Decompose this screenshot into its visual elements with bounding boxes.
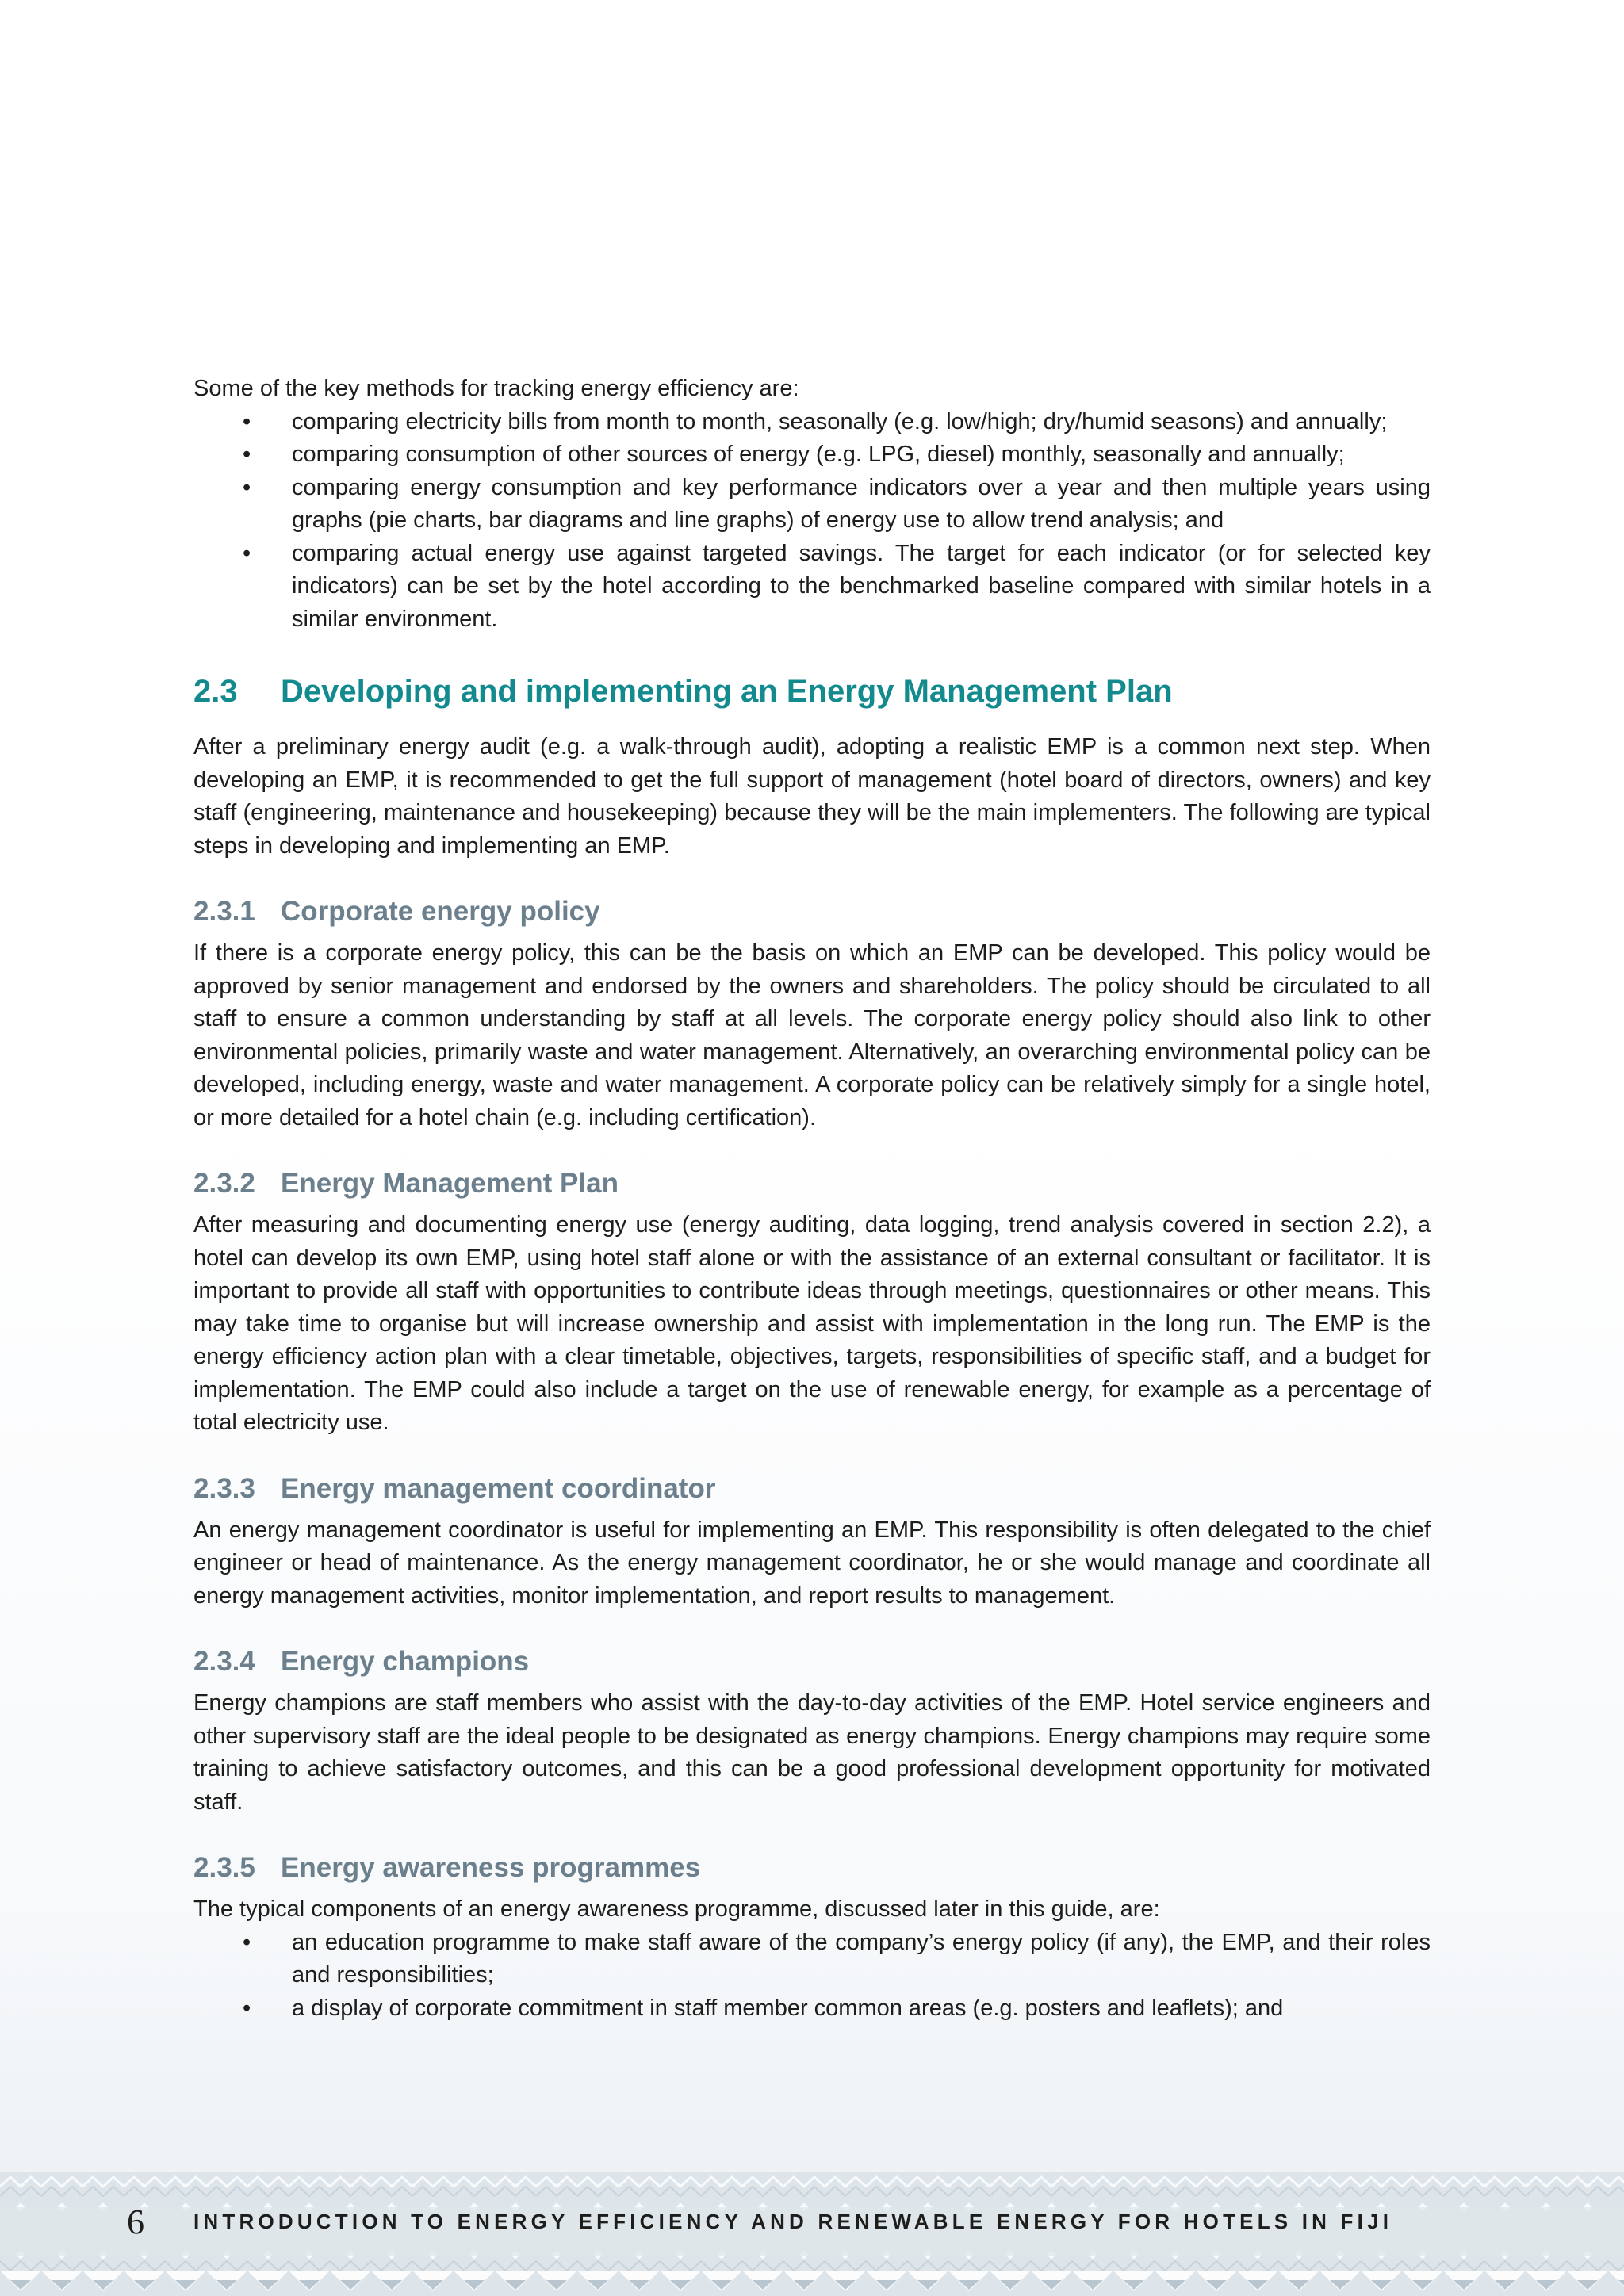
awareness-bullet-list <box>193 1927 1431 2026</box>
subsection-number: 2.3.5 <box>193 1852 255 1883</box>
subsection-body: After measuring and documenting energy use (energy auditing, data logging, trend analysis covered in section 2.2), a hotel can develop its own EMP, using hotel staff alone or with the assistance of an external consultant or facilitator. It is important to provide all staff with opportunities to contribute ideas through meetings, questionnaires or other means. This may take time to organise but will increase ownership and assist with implementation in the long run. The EMP is the energy efficiency action plan with a clear timetable, objectives, targets, responsibilities of specific staff, and a budget for implementation. The EMP could also include a target on the use of renewable energy, for example as a percentage of total electricity use. <box>193 1212 1431 1435</box>
subsection-number: 2.3.4 <box>193 1646 255 1677</box>
subsection-heading-energy-champions <box>193 1643 1431 1681</box>
bullet-icon: • <box>243 474 251 500</box>
bullet-icon: • <box>243 1929 251 1955</box>
section-number: 2.3 <box>193 674 238 709</box>
page-content <box>193 373 1431 2025</box>
subsection-title: Energy management coordinator <box>281 1472 716 1504</box>
subsection-title: Corporate energy policy <box>281 896 600 927</box>
subsection-heading-corporate-energy-policy <box>193 893 1431 931</box>
section-heading <box>193 669 1431 714</box>
subsection-title: Energy champions <box>281 1646 530 1677</box>
subsection-body: If there is a corporate energy policy, this can be the basis on which an EMP can be developed. This policy would be approved by senior management and endorsed by the owners and shareholders. The policy should be circulated to all staff to ensure a common understanding by staff at all levels. The corporate energy policy should also link to other environmental policies, primarily waste and water management. Alternatively, an overarching environmental policy can be developed, including energy, waste and water management. A corporate policy can be relatively simply for a single hotel, or more detailed for a hotel chain (e.g. including certification). <box>193 940 1431 1131</box>
page-number: 6 <box>127 2202 144 2241</box>
list-item: • comparing electricity bills from month to month, seasonally (e.g. low/high; dry/humid seasons) and annually; <box>193 406 1431 439</box>
subsection-heading-energy-management-plan <box>193 1165 1431 1203</box>
subsection-body: The typical components of an energy awareness programme, discussed later in this guide, are: <box>193 1896 1160 1922</box>
section-body: After a preliminary energy audit (e.g. a walk-through audit), adopting a realistic EMP is a common next step. When developing an EMP, it is recommended to get the full support of management (hotel board of directors, owners) and key staff (engineering, maintenance and housekeeping) because they will be the main implementers. The following are typical steps in developing and implementing an EMP. <box>193 734 1431 859</box>
page-footer <box>127 2200 1392 2243</box>
list-item: • a display of corporate commitment in staff member common areas (e.g. posters and leaflets); and <box>193 1992 1431 2026</box>
subsection-number: 2.3.1 <box>193 896 255 927</box>
section-title: Developing and implementing an Energy Management Plan <box>281 674 1173 709</box>
subsection-number: 2.3.3 <box>193 1472 255 1504</box>
list-item: • an education programme to make staff aware of the company’s energy policy (if any), the EMP, and their roles and responsibilities; <box>193 1927 1431 1992</box>
subsection-body: Energy champions are staff members who assist with the day-to-day activities of the EMP. Hotel service engineers and other supervisory staff are the ideal people to be designated as energy champions. Energy champions may require some training to achieve satisfactory outcomes, and this can be a good professional development opportunity for motivated staff. <box>193 1690 1431 1815</box>
subsection-number: 2.3.2 <box>193 1168 255 1199</box>
subsection-title: Energy awareness programmes <box>281 1852 701 1883</box>
list-item: • comparing consumption of other sources of energy (e.g. LPG, diesel) monthly, seasonally and annually; <box>193 438 1431 472</box>
intro-bullet-list <box>193 406 1431 637</box>
running-title: INTRODUCTION TO ENERGY EFFICIENCY AND RENEWABLE ENERGY FOR HOTELS IN FIJI <box>193 2209 1393 2233</box>
list-item: • comparing energy consumption and key performance indicators over a year and then multiple years using graphs (pie charts, bar diagrams and line graphs) of energy use to allow trend analysis; and <box>193 472 1431 538</box>
subsection-heading-energy-management-coordinator <box>193 1470 1431 1508</box>
subsection-title: Energy Management Plan <box>281 1168 619 1199</box>
intro-lead: Some of the key methods for tracking energy efficiency are: <box>193 376 799 401</box>
bullet-icon: • <box>243 442 251 467</box>
bullet-icon: • <box>243 408 251 434</box>
subsection-heading-energy-awareness-programmes <box>193 1849 1431 1887</box>
bullet-icon: • <box>243 1995 251 2021</box>
subsection-body: An energy management coordinator is useful for implementing an EMP. This responsibility is often delegated to the chief engineer or head of maintenance. As the energy management coordinator, he or she would manage and coordinate all energy management activities, monitor implementation, and report results to management. <box>193 1517 1431 1609</box>
list-item: • comparing actual energy use against targeted savings. The target for each indicator (or for selected key indicators) can be set by the hotel according to the benchmarked baseline compared with similar hotels in a similar environment. <box>193 538 1431 637</box>
bullet-icon: • <box>243 540 251 566</box>
